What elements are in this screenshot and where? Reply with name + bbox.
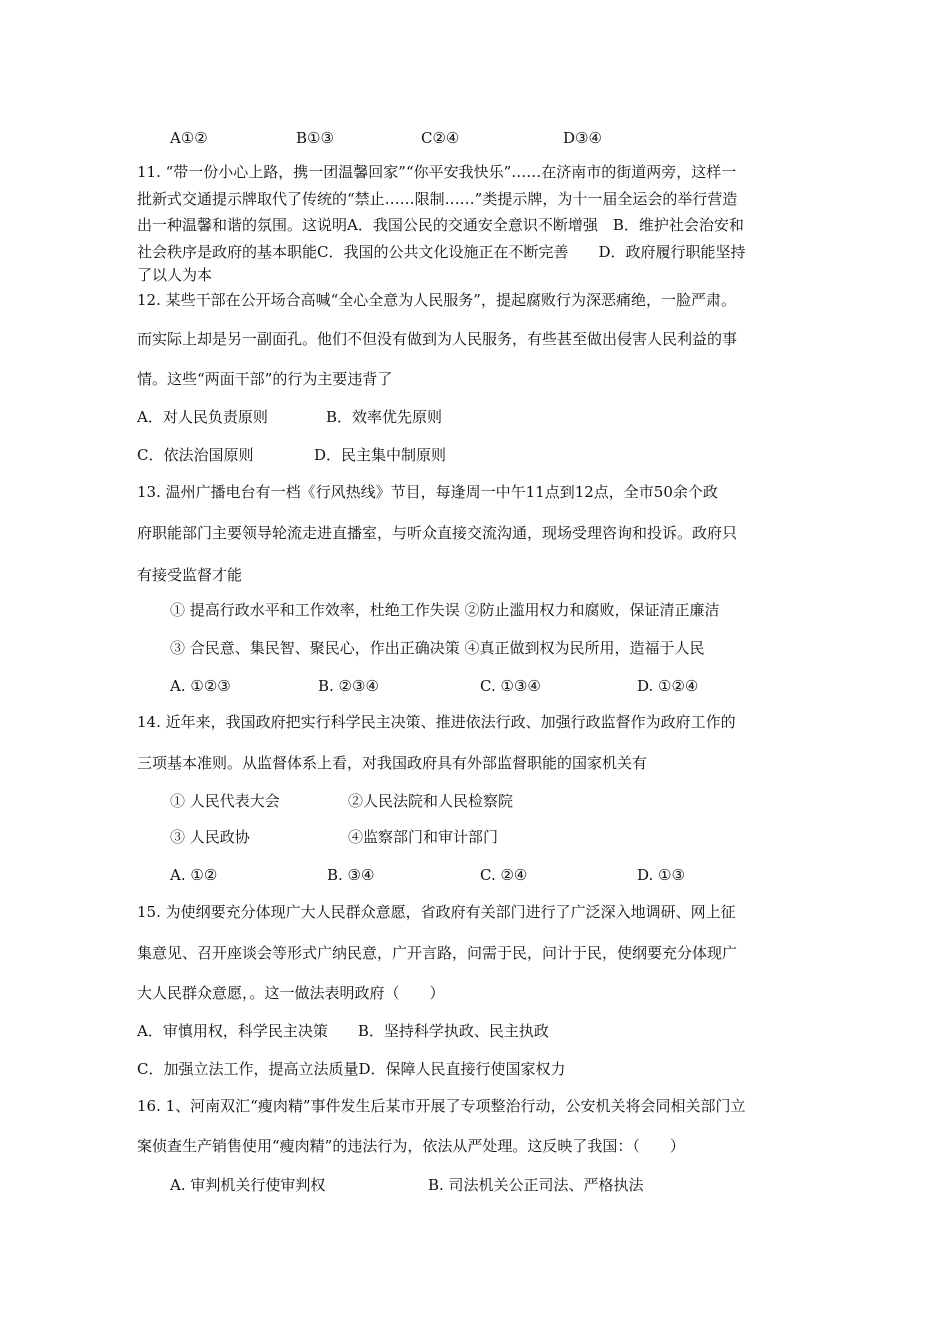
q12-line-3: 情。这些“两面干部”的行为主要违背了	[137, 370, 393, 388]
q11-line-5: 了以人为本	[137, 266, 213, 284]
q11-line-3: 出一种温馨和谐的氛围。这说明A．我国公民的交通安全意识不断增强 B．维护社会治安和	[137, 216, 744, 234]
q13-option-c: C. ①③④	[480, 677, 541, 695]
q12-option-b: B．效率优先原则	[326, 408, 443, 426]
q13-option-b: B. ②③④	[318, 677, 379, 695]
q10-option-a: A①②	[170, 129, 208, 147]
q12-option-d: D．民主集中制原则	[314, 446, 447, 464]
q13-option-d: D. ①②④	[637, 677, 699, 695]
q13-statements-1: ① 提高行政水平和工作效率，杜绝工作失误 ②防止滥用权力和腐败，保证清正廉洁	[170, 601, 720, 619]
q12-option-a: A．对人民负责原则	[137, 408, 268, 426]
q14-line-2: 三项基本准则。从监督体系上看，对我国政府具有外部监督职能的国家机关有	[137, 754, 648, 772]
q14-option-b: B. ③④	[327, 866, 375, 884]
q12-line-1: 12. 某些干部在公开场合高喊“全心全意为人民服务”，提起腐败行为深恶痛绝，一脸严肃。	[137, 291, 736, 309]
q15-options-ab: A．审慎用权，科学民主决策 B．坚持科学执政、民主执政	[137, 1022, 549, 1040]
q13-line-3: 有接受监督才能	[137, 566, 243, 584]
q16-option-a: A. 审判机关行使审判权	[170, 1176, 326, 1194]
q14-option-c: C. ②④	[480, 866, 528, 884]
q12-line-2: 而实际上却是另一副面孔。他们不但没有做到为人民服务，有些甚至做出侵害人民利益的事	[137, 330, 738, 348]
q15-options-cd: C．加强立法工作，提高立法质量D．保障人民直接行使国家权力	[137, 1060, 566, 1078]
q14-option-d: D. ①③	[637, 866, 685, 884]
q10-option-c: C②④	[421, 129, 460, 147]
q14-line-1: 14. 近年来，我国政府把实行科学民主决策、推进依法行政、加强行政监督作为政府工作的	[137, 713, 736, 731]
q14-statement-1: ① 人民代表大会	[170, 792, 280, 810]
q10-option-b: B①③	[296, 129, 334, 147]
q13-option-a: A. ①②③	[170, 677, 231, 695]
q16-line-2: 案侦查生产销售使用“瘦肉精”的违法行为，依法从严处理。这反映了我国：（ ）	[137, 1137, 685, 1155]
q13-line-2: 府职能部门主要领导轮流走进直播室，与听众直接交流沟通，现场受理咨询和投诉。政府只	[137, 524, 738, 542]
q14-statement-3: ③ 人民政协	[170, 828, 250, 846]
q14-statement-2: ②人民法院和人民检察院	[348, 792, 514, 810]
q11-line-2: 批新式交通提示牌取代了传统的“禁止……限制……”类提示牌，为十一届全运会的举行营造	[137, 190, 738, 208]
q13-statements-2: ③ 合民意、集民智、聚民心，作出正确决策 ④真正做到权为民所用，造福于人民	[170, 639, 705, 657]
q12-option-c: C．依法治国原则	[137, 446, 254, 464]
q13-line-1: 13. 温州广播电台有一档《行风热线》节目，每逢周一中午11点到12点，全市50余个政	[137, 483, 718, 501]
q15-line-2: 集意见、召开座谈会等形式广纳民意，广开言路，问需于民，问计于民，使纲要充分体现广	[137, 944, 738, 962]
q16-line-1: 16. 1、河南双汇“瘦肉精”事件发生后某市开展了专项整治行动，公安机关将会同相关部门立	[137, 1097, 746, 1115]
q14-statement-4: ④监察部门和审计部门	[348, 828, 499, 846]
q16-option-b: B. 司法机关公正司法、严格执法	[428, 1176, 644, 1194]
q11-line-1: 11. “带一份小心上路，携一团温馨回家”“你平安我快乐”……在济南市的街道两旁，这样一	[137, 163, 737, 181]
q15-line-1: 15. 为使纲要充分体现广大人民群众意愿，省政府有关部门进行了广泛深入地调研、网上征	[137, 903, 736, 921]
q14-option-a: A. ①②	[170, 866, 218, 884]
q11-line-4: 社会秩序是政府的基本职能C．我国的公共文化设施正在不断完善 D．政府履行职能坚持	[137, 243, 746, 261]
q10-option-d: D③④	[563, 129, 602, 147]
q15-line-3: 大人民群众意愿，。这一做法表明政府（ ）	[137, 984, 445, 1002]
